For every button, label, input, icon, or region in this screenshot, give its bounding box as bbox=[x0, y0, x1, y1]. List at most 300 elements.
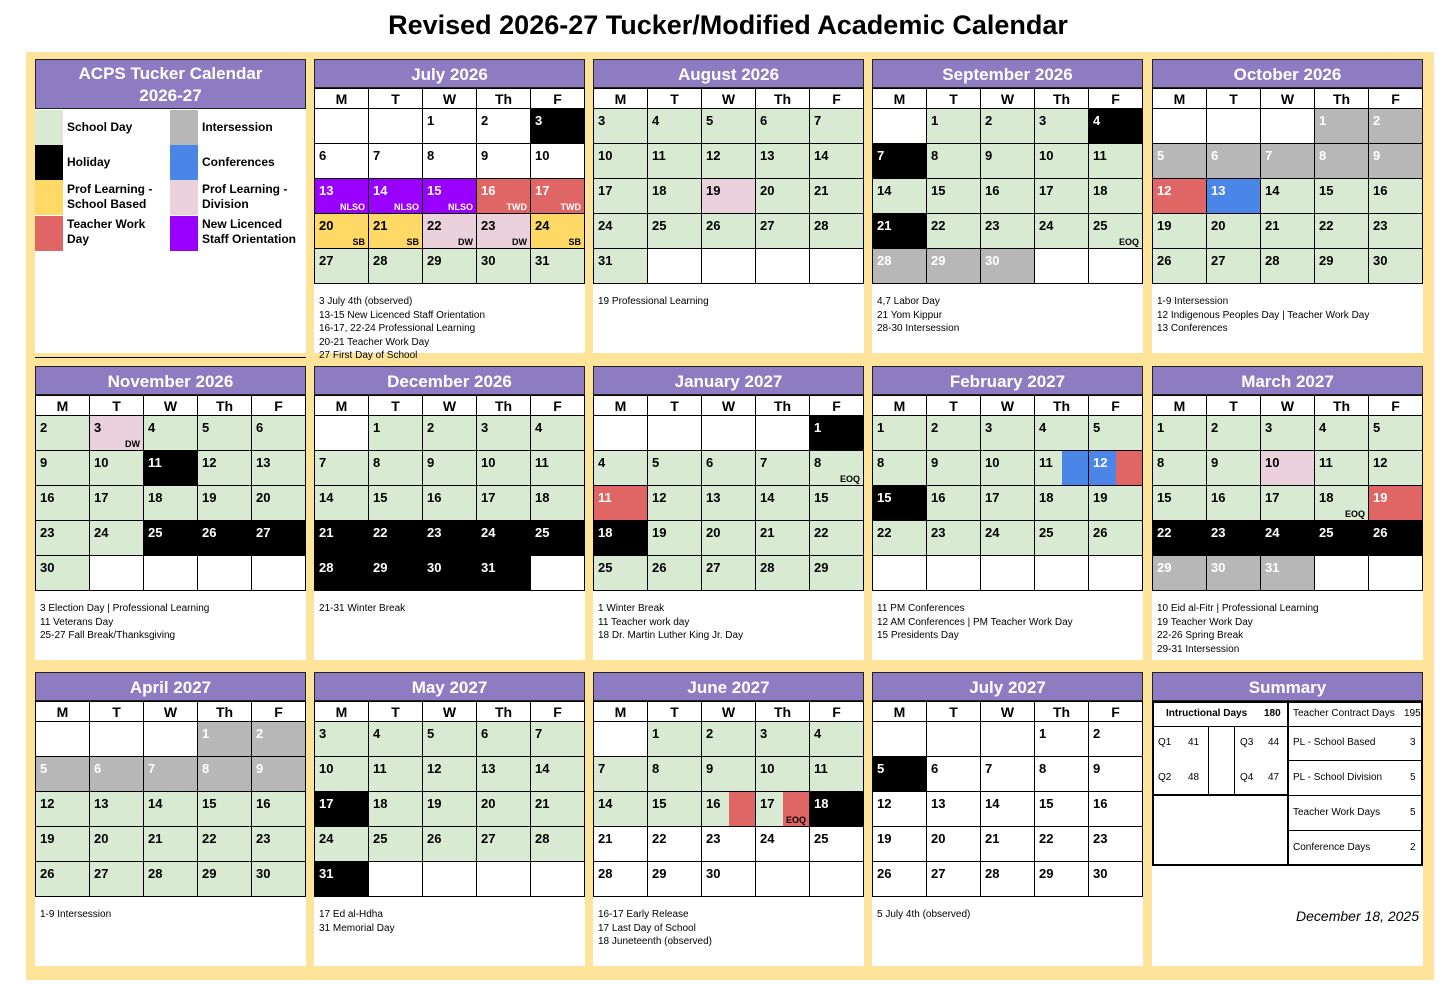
day-cell bbox=[981, 757, 1035, 792]
day-cell bbox=[252, 486, 306, 521]
day-cell bbox=[927, 757, 981, 792]
day-cell bbox=[1207, 451, 1261, 486]
summary-table bbox=[1152, 701, 1423, 866]
day-cell bbox=[531, 416, 585, 451]
day-cell bbox=[315, 249, 369, 284]
day-cell bbox=[1089, 827, 1143, 862]
day-cell bbox=[1153, 486, 1207, 521]
weekday-header: W bbox=[423, 396, 477, 416]
day-cell bbox=[1207, 214, 1261, 249]
day-cell bbox=[423, 862, 477, 897]
weekday-header: Th bbox=[198, 702, 252, 722]
day-number: 9 bbox=[427, 455, 435, 470]
day-number: 11 bbox=[535, 455, 549, 470]
q1-label: Q1 bbox=[1158, 737, 1172, 748]
day-number: 10 bbox=[481, 455, 496, 470]
day-number: 2 bbox=[985, 113, 993, 128]
day-cell bbox=[1089, 144, 1143, 179]
day-number: 28 bbox=[373, 253, 388, 268]
day-cell bbox=[423, 792, 477, 827]
day-number: 28 bbox=[319, 560, 334, 575]
day-number: 23 bbox=[985, 218, 1000, 233]
day-number: 7 bbox=[1265, 148, 1273, 163]
legend-header bbox=[35, 59, 306, 109]
day-number: 4 bbox=[535, 420, 543, 435]
day-cell bbox=[981, 827, 1035, 862]
month-grid bbox=[1152, 395, 1423, 591]
weekday-header: M bbox=[594, 89, 648, 109]
day-number: 30 bbox=[706, 866, 721, 881]
month-note: 3 July 4th (observed) bbox=[319, 296, 413, 307]
q3-label: Q3 bbox=[1240, 737, 1254, 748]
day-number: 9 bbox=[1373, 148, 1381, 163]
day-cell bbox=[1089, 486, 1143, 521]
day-cell bbox=[531, 862, 585, 897]
weekday-header: Th bbox=[1315, 396, 1369, 416]
day-cell bbox=[648, 109, 702, 144]
weekday-header: W bbox=[1261, 396, 1315, 416]
day-number: 30 bbox=[256, 866, 271, 881]
day-cell bbox=[1153, 249, 1207, 284]
day-cell bbox=[423, 179, 477, 214]
day-number: 27 bbox=[760, 218, 775, 233]
day-cell bbox=[90, 722, 144, 757]
weekday-header: M bbox=[315, 89, 369, 109]
day-number: 1 bbox=[931, 113, 939, 128]
day-cell bbox=[594, 722, 648, 757]
day-cell bbox=[756, 792, 810, 827]
month-note: 18 Juneteenth (observed) bbox=[598, 936, 712, 947]
day-cell bbox=[927, 179, 981, 214]
day-cell bbox=[531, 827, 585, 862]
day-tag: TWD bbox=[506, 202, 527, 212]
day-number: 3 bbox=[94, 420, 102, 435]
day-number: 4 bbox=[373, 726, 381, 741]
day-number: 1 bbox=[1039, 726, 1047, 741]
day-cell bbox=[315, 109, 369, 144]
day-cell bbox=[756, 862, 810, 897]
weekday-header: Th bbox=[477, 89, 531, 109]
day-number: 12 bbox=[652, 490, 667, 505]
day-cell bbox=[1315, 486, 1369, 521]
weekday-header: W bbox=[981, 702, 1035, 722]
q3-value: 44 bbox=[1268, 737, 1280, 748]
day-cell bbox=[981, 792, 1035, 827]
day-cell bbox=[1315, 144, 1369, 179]
month-notes bbox=[877, 295, 1139, 336]
legend-swatch-nlso bbox=[170, 216, 198, 251]
day-cell bbox=[36, 486, 90, 521]
weekday-header: F bbox=[1369, 396, 1423, 416]
day-cell bbox=[369, 416, 423, 451]
day-number: 16 bbox=[40, 490, 55, 505]
day-number: 10 bbox=[598, 148, 613, 163]
weekday-header: F bbox=[810, 89, 864, 109]
day-number: 10 bbox=[760, 761, 775, 776]
day-cell bbox=[198, 521, 252, 556]
day-number: 8 bbox=[652, 761, 660, 776]
month-grid bbox=[593, 88, 864, 284]
legend-divider bbox=[35, 357, 306, 358]
day-cell bbox=[1035, 214, 1089, 249]
day-cell bbox=[873, 827, 927, 862]
legend-label-holiday: Holiday bbox=[67, 155, 111, 169]
day-cell bbox=[144, 451, 198, 486]
summary-header: Summary bbox=[1152, 672, 1423, 701]
weekday-header: Th bbox=[756, 702, 810, 722]
day-number: 14 bbox=[373, 183, 388, 198]
day-number: 13 bbox=[481, 761, 496, 776]
month-panel bbox=[1152, 366, 1423, 660]
day-number: 23 bbox=[1093, 831, 1108, 846]
day-number: 19 bbox=[877, 831, 892, 846]
day-number: 17 bbox=[1039, 183, 1054, 198]
day-tag: NLSO bbox=[447, 202, 473, 212]
day-number: 2 bbox=[1373, 113, 1381, 128]
day-cell bbox=[810, 792, 864, 827]
day-number: 15 bbox=[202, 796, 217, 811]
weekday-header: F bbox=[810, 702, 864, 722]
day-number: 31 bbox=[598, 253, 613, 268]
day-cell bbox=[648, 556, 702, 591]
day-cell bbox=[90, 416, 144, 451]
month-note: 22-26 Spring Break bbox=[1157, 630, 1244, 641]
day-cell bbox=[594, 451, 648, 486]
day-cell bbox=[477, 451, 531, 486]
day-tag: DW bbox=[458, 237, 473, 247]
day-cell bbox=[1261, 556, 1315, 591]
day-cell bbox=[1035, 521, 1089, 556]
day-number: 16 bbox=[1373, 183, 1388, 198]
day-number: 2 bbox=[481, 113, 489, 128]
day-number: 18 bbox=[535, 490, 550, 505]
day-number: 21 bbox=[535, 796, 550, 811]
day-cell bbox=[981, 486, 1035, 521]
day-cell bbox=[144, 556, 198, 591]
day-number: 5 bbox=[427, 726, 435, 741]
day-cell bbox=[756, 214, 810, 249]
day-number: 14 bbox=[148, 796, 163, 811]
weekday-header: T bbox=[1207, 396, 1261, 416]
day-cell bbox=[1315, 109, 1369, 144]
day-cell bbox=[369, 109, 423, 144]
day-number: 1 bbox=[1319, 113, 1327, 128]
weekday-header: W bbox=[981, 89, 1035, 109]
weekday-header: M bbox=[36, 702, 90, 722]
month-note: 11 PM Conferences bbox=[877, 603, 965, 614]
day-number: 26 bbox=[202, 525, 217, 540]
day-number: 24 bbox=[985, 525, 1000, 540]
day-cell bbox=[927, 109, 981, 144]
day-number: 19 bbox=[706, 183, 721, 198]
day-cell bbox=[477, 179, 531, 214]
day-number: 29 bbox=[814, 560, 829, 575]
legend-swatch-pl-school bbox=[35, 180, 63, 215]
day-cell bbox=[252, 416, 306, 451]
day-cell bbox=[1315, 214, 1369, 249]
day-cell bbox=[648, 214, 702, 249]
day-cell bbox=[927, 792, 981, 827]
month-note: 3 Election Day | Professional Learning bbox=[40, 603, 210, 614]
day-number: 9 bbox=[256, 761, 264, 776]
day-cell bbox=[252, 862, 306, 897]
day-cell bbox=[90, 556, 144, 591]
weekday-header: Th bbox=[477, 702, 531, 722]
day-cell bbox=[810, 556, 864, 591]
day-number: 1 bbox=[1157, 420, 1165, 435]
day-number: 18 bbox=[598, 525, 613, 540]
day-cell bbox=[1035, 757, 1089, 792]
day-number: 17 bbox=[1265, 490, 1280, 505]
month-note: 20-21 Teacher Work Day bbox=[319, 336, 430, 348]
month-notes bbox=[598, 602, 860, 643]
day-cell bbox=[810, 144, 864, 179]
weekday-header: T bbox=[927, 702, 981, 722]
day-cell bbox=[315, 179, 369, 214]
day-cell bbox=[1035, 109, 1089, 144]
legend-swatch-holiday bbox=[35, 145, 63, 180]
day-number: 30 bbox=[985, 253, 1000, 268]
day-cell bbox=[756, 556, 810, 591]
summary-row-label: Teacher Work Days bbox=[1293, 807, 1381, 818]
legend-swatch-intersession bbox=[170, 110, 198, 145]
day-cell bbox=[873, 486, 927, 521]
month-panel bbox=[314, 366, 585, 660]
day-cell bbox=[648, 722, 702, 757]
day-number: 12 bbox=[40, 796, 55, 811]
day-number: 25 bbox=[814, 831, 829, 846]
month-note: 11 Veterans Day bbox=[40, 616, 114, 628]
month-note: 27 First Day of School bbox=[319, 350, 418, 361]
day-number: 20 bbox=[319, 218, 334, 233]
day-cell bbox=[810, 827, 864, 862]
month-note: 12 AM Conferences | PM Teacher Work Day bbox=[877, 616, 1073, 628]
day-cell bbox=[927, 556, 981, 591]
day-number: 13 bbox=[706, 490, 721, 505]
day-cell bbox=[90, 792, 144, 827]
weekday-header: F bbox=[810, 396, 864, 416]
day-number: 18 bbox=[1093, 183, 1108, 198]
day-cell bbox=[927, 722, 981, 757]
day-number: 20 bbox=[256, 490, 271, 505]
day-number: 8 bbox=[1319, 148, 1327, 163]
day-cell bbox=[369, 792, 423, 827]
day-cell bbox=[648, 792, 702, 827]
day-number: 15 bbox=[427, 183, 442, 198]
day-cell bbox=[423, 214, 477, 249]
day-cell bbox=[756, 521, 810, 556]
day-cell bbox=[810, 757, 864, 792]
day-number: 7 bbox=[985, 761, 993, 776]
day-number: 10 bbox=[535, 148, 550, 163]
day-cell bbox=[927, 862, 981, 897]
day-number: 24 bbox=[319, 831, 334, 846]
summary-panel bbox=[1152, 672, 1423, 966]
day-number: 15 bbox=[652, 796, 667, 811]
day-number: 21 bbox=[985, 831, 1000, 846]
day-number: 27 bbox=[94, 866, 109, 881]
day-number: 13 bbox=[1211, 183, 1226, 198]
day-number: 26 bbox=[1093, 525, 1108, 540]
day-number: 12 bbox=[427, 761, 442, 776]
weekday-header: F bbox=[1089, 396, 1143, 416]
day-cell bbox=[648, 249, 702, 284]
legend-label-teacher-work-day: Teacher Work Day bbox=[67, 217, 146, 246]
month-note: 19 Professional Learning bbox=[598, 296, 709, 307]
day-cell bbox=[594, 214, 648, 249]
day-number: 7 bbox=[373, 148, 381, 163]
day-cell bbox=[252, 722, 306, 757]
month-panel bbox=[314, 59, 585, 361]
weekday-header: Th bbox=[756, 89, 810, 109]
day-cell bbox=[90, 486, 144, 521]
day-number: 6 bbox=[319, 148, 327, 163]
day-number: 21 bbox=[877, 218, 892, 233]
day-tag: SB bbox=[406, 237, 419, 247]
day-cell bbox=[1035, 486, 1089, 521]
day-cell bbox=[648, 416, 702, 451]
day-number: 23 bbox=[1373, 218, 1388, 233]
summary-divider bbox=[1287, 726, 1423, 727]
day-cell bbox=[1035, 249, 1089, 284]
day-cell bbox=[144, 792, 198, 827]
day-number: 5 bbox=[1157, 148, 1165, 163]
day-cell bbox=[90, 827, 144, 862]
day-cell bbox=[1261, 109, 1315, 144]
day-number: 18 bbox=[1039, 490, 1054, 505]
day-cell bbox=[369, 486, 423, 521]
weekday-header: W bbox=[144, 396, 198, 416]
legend-label-nlso: New Licenced Staff Orientation bbox=[202, 217, 297, 246]
day-number: 17 bbox=[535, 183, 550, 198]
legend-label-pl-school: Prof Learning - School Based bbox=[67, 182, 153, 211]
day-number: 11 bbox=[652, 148, 666, 163]
day-cell bbox=[873, 451, 927, 486]
month-panel bbox=[1152, 59, 1423, 353]
day-tag: DW bbox=[512, 237, 527, 247]
day-number: 3 bbox=[1039, 113, 1047, 128]
day-number: 10 bbox=[1265, 455, 1280, 470]
day-number: 6 bbox=[94, 761, 102, 776]
day-cell bbox=[873, 214, 927, 249]
day-number: 13 bbox=[94, 796, 109, 811]
day-cell bbox=[369, 179, 423, 214]
day-number: 15 bbox=[1157, 490, 1172, 505]
day-number: 26 bbox=[427, 831, 442, 846]
day-number: 29 bbox=[373, 560, 388, 575]
day-cell bbox=[1089, 556, 1143, 591]
day-cell bbox=[1369, 416, 1423, 451]
day-number: 16 bbox=[706, 796, 721, 811]
day-cell bbox=[810, 722, 864, 757]
day-number: 18 bbox=[373, 796, 388, 811]
day-number: 26 bbox=[877, 866, 892, 881]
day-number: 6 bbox=[481, 726, 489, 741]
day-cell bbox=[1261, 416, 1315, 451]
day-number: 9 bbox=[40, 455, 48, 470]
day-number: 31 bbox=[1265, 560, 1280, 575]
day-tag: EOQ bbox=[1344, 509, 1365, 519]
weekday-header: T bbox=[90, 396, 144, 416]
day-number: 3 bbox=[481, 420, 489, 435]
day-number: 19 bbox=[1373, 490, 1388, 505]
day-cell bbox=[477, 556, 531, 591]
month-notes bbox=[40, 602, 302, 643]
day-number: 21 bbox=[598, 831, 613, 846]
day-number: 29 bbox=[652, 866, 667, 881]
month-title: December 2026 bbox=[314, 366, 585, 395]
day-cell bbox=[1035, 179, 1089, 214]
day-number: 17 bbox=[94, 490, 109, 505]
day-cell bbox=[594, 792, 648, 827]
day-cell bbox=[981, 862, 1035, 897]
day-number: 3 bbox=[598, 113, 606, 128]
legend-title: ACPS Tucker Calendar bbox=[78, 64, 263, 83]
month-note: 4,7 Labor Day bbox=[877, 296, 940, 307]
day-number: 5 bbox=[652, 455, 660, 470]
day-number: 15 bbox=[1039, 796, 1054, 811]
legend-label-pl-division: Prof Learning - Division bbox=[202, 182, 288, 211]
weekday-header: T bbox=[90, 702, 144, 722]
day-cell bbox=[1315, 521, 1369, 556]
month-note: 13 Conferences bbox=[1157, 323, 1228, 334]
month-grid bbox=[35, 395, 306, 591]
day-cell bbox=[756, 757, 810, 792]
day-cell bbox=[810, 521, 864, 556]
day-number: 22 bbox=[652, 831, 667, 846]
day-cell bbox=[702, 862, 756, 897]
day-number: 14 bbox=[1265, 183, 1280, 198]
day-number: 4 bbox=[1093, 113, 1101, 128]
day-number: 12 bbox=[706, 148, 721, 163]
instructional-days-label: Intructional Days bbox=[1166, 708, 1248, 719]
day-number: 25 bbox=[1039, 525, 1054, 540]
day-tag: EOQ bbox=[1118, 237, 1139, 247]
day-number: 29 bbox=[1039, 866, 1054, 881]
day-tag: TWD bbox=[560, 202, 581, 212]
day-number: 22 bbox=[931, 218, 946, 233]
day-number: 11 bbox=[814, 761, 828, 776]
day-cell bbox=[1089, 249, 1143, 284]
month-grid bbox=[35, 701, 306, 897]
day-cell bbox=[756, 249, 810, 284]
day-cell bbox=[1369, 214, 1423, 249]
day-cell bbox=[144, 521, 198, 556]
legend-swatch-school-day bbox=[35, 110, 63, 145]
weekday-header: T bbox=[927, 396, 981, 416]
day-number: 21 bbox=[373, 218, 388, 233]
day-number: 19 bbox=[1157, 218, 1172, 233]
legend-panel bbox=[35, 59, 306, 353]
day-number: 24 bbox=[535, 218, 550, 233]
day-number: 21 bbox=[319, 525, 334, 540]
day-cell bbox=[594, 757, 648, 792]
day-number: 9 bbox=[481, 148, 489, 163]
instructional-days-value: 180 bbox=[1264, 708, 1281, 719]
day-cell bbox=[252, 451, 306, 486]
day-cell bbox=[477, 862, 531, 897]
day-cell bbox=[1207, 179, 1261, 214]
month-notes bbox=[319, 295, 581, 363]
day-number: 1 bbox=[814, 420, 822, 435]
day-cell bbox=[981, 722, 1035, 757]
day-cell bbox=[1369, 179, 1423, 214]
day-cell bbox=[315, 451, 369, 486]
weekday-header: M bbox=[315, 396, 369, 416]
day-number: 20 bbox=[94, 831, 109, 846]
day-number: 14 bbox=[985, 796, 1000, 811]
day-cell bbox=[756, 722, 810, 757]
